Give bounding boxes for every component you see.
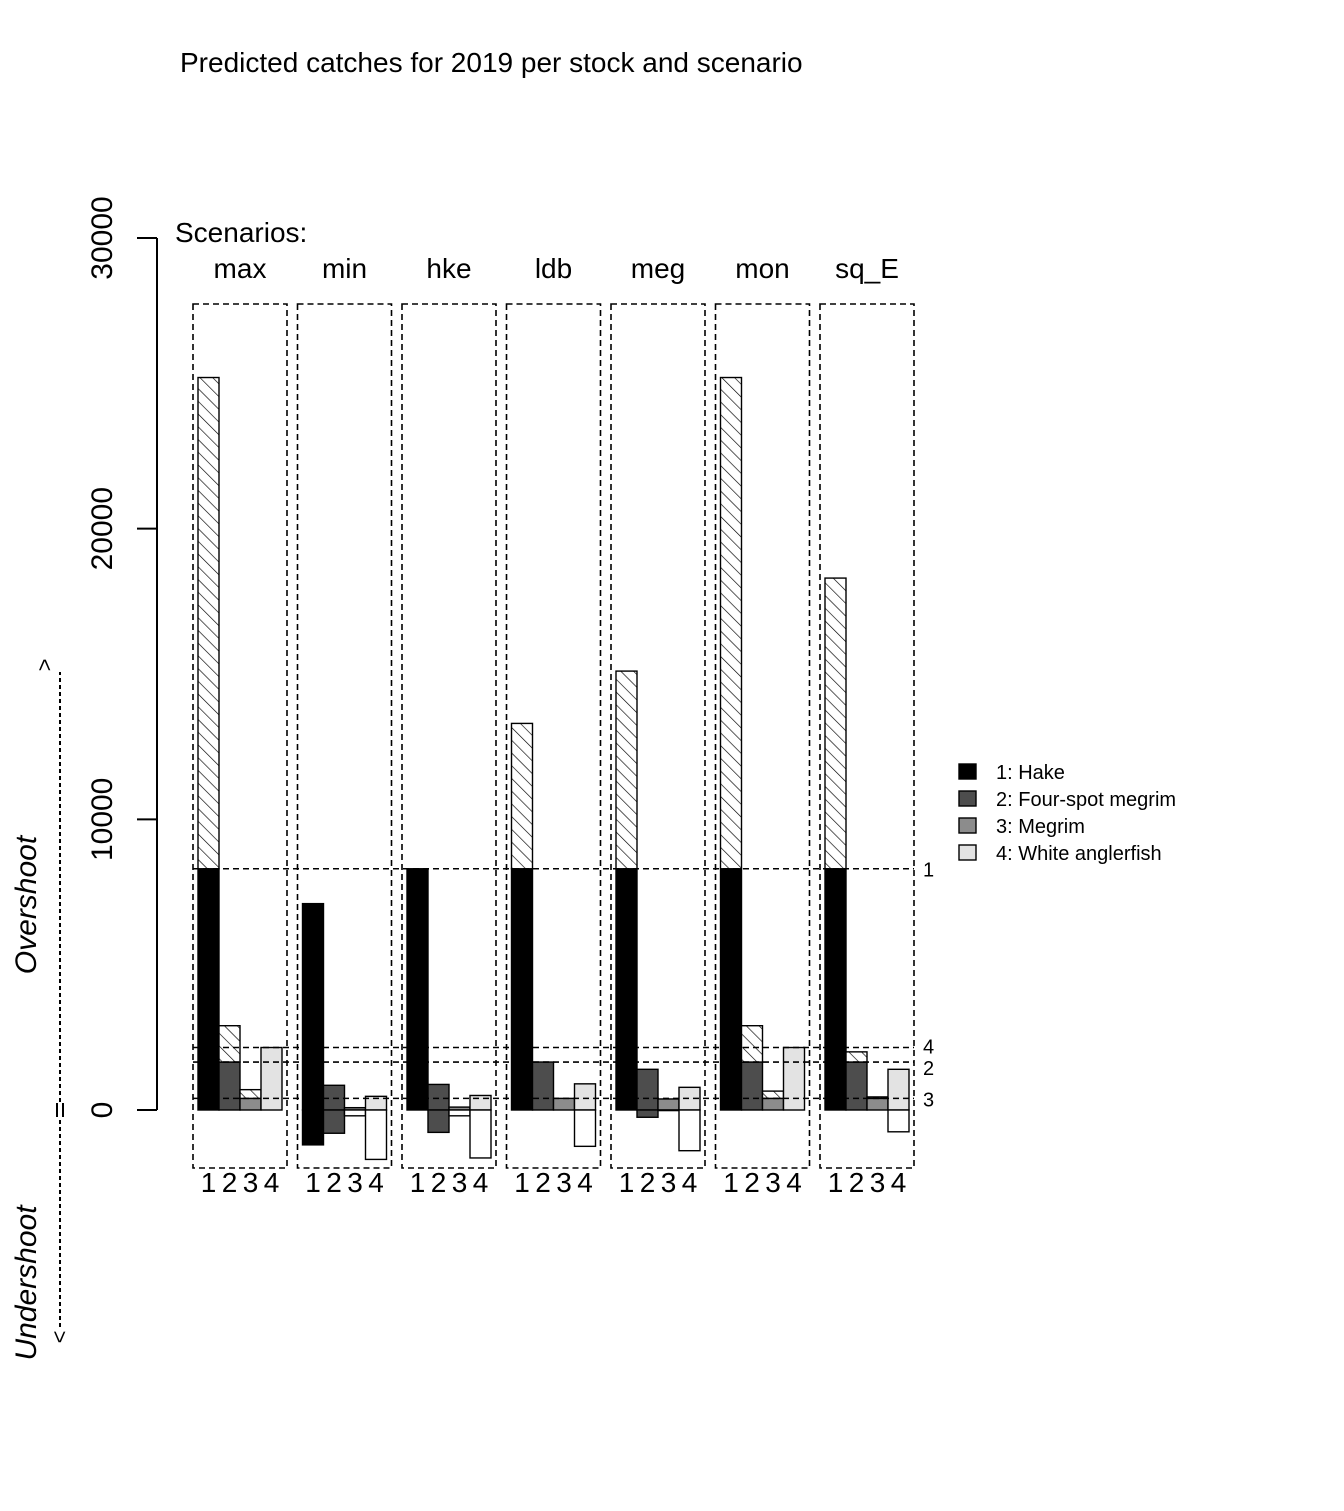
legend-swatch-4 [959,845,976,860]
legend-swatch-2 [959,791,976,806]
overshoot-undershoot-annotation [10,659,72,1361]
advice-label-stock-2: 2 [923,1058,935,1081]
legend-swatch-3 [959,818,976,833]
bar-ldb-stock-2 [533,1062,554,1110]
y-axis [86,196,157,1118]
bar-ldb-stock-3 [554,1098,575,1110]
legend-swatch-1 [959,764,976,779]
overshoot-bar-mon-stock-1 [721,378,742,869]
bar-max-stock-4 [261,1048,282,1110]
bar-max-stock-2 [219,1062,240,1110]
bar-ldb-stock-4 [575,1084,596,1110]
x-tick-ldb-4: 4 [577,1167,593,1198]
undershoot-bar-hke-stock-2 [428,1110,449,1132]
x-tick-max-1: 1 [200,1167,217,1198]
bar-ldb-stock-1 [512,869,533,1110]
scenario-label-min: min [321,253,368,284]
x-tick-hke-2: 2 [430,1167,447,1198]
bar-hke-stock-2 [428,1084,449,1110]
scenario-group-max [193,253,287,1198]
scenario-groups [193,253,914,1198]
scenario-group-ldb [507,253,601,1198]
bar-mon-stock-1 [721,869,742,1110]
undershoot-bar-meg-stock-4 [679,1110,700,1151]
y-tick-label-20000: 20000 [86,486,119,571]
bar-mon-stock-2 [742,1062,763,1110]
x-tick-sq_E-2: 2 [848,1167,865,1198]
undershoot-bar-sq_E-stock-4 [888,1110,909,1132]
overshoot-bar-max-stock-2 [219,1026,240,1062]
bar-max-stock-1 [198,869,219,1110]
overshoot-bar-sq_E-stock-1 [825,578,846,869]
advice-label-stock-1: 1 [923,859,935,882]
scenario-label-mon: mon [735,253,790,284]
bar-max-stock-3 [240,1098,261,1110]
x-tick-meg-2: 2 [639,1167,656,1198]
bar-sq_E-stock-1 [825,869,846,1110]
x-tick-min-3: 3 [347,1167,363,1198]
legend-label-2: 2: Four-spot megrim [996,789,1177,811]
legend-label-3: 3: Megrim [996,816,1085,838]
y-tick-label-10000: 10000 [86,777,119,862]
scenario-group-hke [402,253,496,1198]
x-tick-mon-4: 4 [786,1167,802,1198]
scenario-group-mon [716,253,810,1198]
x-tick-sq_E-1: 1 [827,1167,844,1198]
scenarios-label: Scenarios: [175,217,308,248]
x-tick-meg-3: 3 [660,1167,677,1198]
undershoot-bar-meg-stock-2 [637,1110,658,1117]
x-tick-hke-1: 1 [409,1167,426,1198]
bar-meg-stock-3 [658,1099,679,1110]
undershoot-bar-hke-stock-4 [470,1110,491,1158]
legend [959,762,1176,865]
legend-label-1: 1: Hake [996,762,1065,784]
scenario-label-max: max [213,253,267,284]
scenario-label-hke: hke [426,253,472,284]
undershoot-bar-min-stock-3 [345,1110,366,1116]
undershoot-bar-hke-stock-3 [449,1110,470,1116]
overshoot-bar-meg-stock-1 [616,671,637,869]
bar-hke-stock-1 [407,869,428,1110]
overshoot-bar-max-stock-1 [198,378,219,869]
overshoot-bar-mon-stock-3 [763,1091,784,1098]
scenario-group-min [298,253,392,1198]
x-tick-hke-3: 3 [451,1167,468,1198]
scenario-label-sq_E: sq_E [835,253,899,284]
x-tick-min-1: 1 [305,1167,321,1198]
undershoot-label: Undershoot [10,1205,43,1361]
legend-label-4: 4: White anglerfish [996,843,1162,865]
x-tick-ldb-2: 2 [535,1167,551,1198]
x-tick-max-2: 2 [221,1167,238,1198]
x-tick-meg-4: 4 [681,1167,698,1198]
bar-meg-stock-2 [637,1069,658,1110]
bar-min-stock-1 [303,904,324,1110]
x-tick-max-4: 4 [263,1167,280,1198]
bar-sq_E-stock-4 [888,1069,909,1110]
undershoot-bar-ldb-stock-4 [575,1110,596,1146]
overshoot-bar-mon-stock-2 [742,1026,763,1062]
x-tick-meg-1: 1 [618,1167,635,1198]
y-tick-label-0: 0 [86,1101,119,1119]
x-tick-sq_E-4: 4 [890,1167,907,1198]
x-tick-sq_E-3: 3 [869,1167,886,1198]
x-tick-min-4: 4 [368,1167,384,1198]
scenario-group-meg [611,253,705,1198]
overshoot-label: Overshoot [10,835,43,975]
x-tick-max-3: 3 [242,1167,259,1198]
x-tick-mon-3: 3 [765,1167,781,1198]
bar-meg-stock-1 [616,869,637,1110]
advice-label-stock-3: 3 [923,1089,935,1112]
overshoot-bar-ldb-stock-1 [512,723,533,868]
bar-sq_E-stock-3 [867,1098,888,1110]
scenario-label-meg: meg [630,253,686,284]
scenario-label-ldb: ldb [534,253,573,284]
bar-mon-stock-4 [784,1048,805,1110]
overshoot-arrowhead: > [32,658,57,672]
x-tick-mon-1: 1 [723,1167,739,1198]
undershoot-arrowhead: < [47,1330,72,1344]
scenario-group-sq_E [820,253,914,1198]
undershoot-bar-meg-stock-3 [658,1110,679,1111]
x-tick-mon-2: 2 [744,1167,760,1198]
undershoot-bar-min-stock-1 [303,1110,324,1145]
bar-sq_E-stock-2 [846,1062,867,1110]
overshoot-bar-sq_E-stock-2 [846,1052,867,1062]
x-tick-ldb-1: 1 [514,1167,530,1198]
x-tick-hke-4: 4 [472,1167,489,1198]
bar-mon-stock-3 [763,1098,784,1110]
x-tick-ldb-3: 3 [556,1167,572,1198]
chart-title: Predicted catches for 2019 per stock and scenario [180,47,803,78]
y-tick-label-30000: 30000 [86,196,119,280]
overshoot-bar-max-stock-3 [240,1090,261,1099]
x-tick-min-2: 2 [326,1167,342,1198]
undershoot-bar-min-stock-2 [324,1110,345,1133]
advice-label-stock-4: 4 [923,1036,935,1059]
undershoot-bar-min-stock-4 [366,1110,387,1159]
